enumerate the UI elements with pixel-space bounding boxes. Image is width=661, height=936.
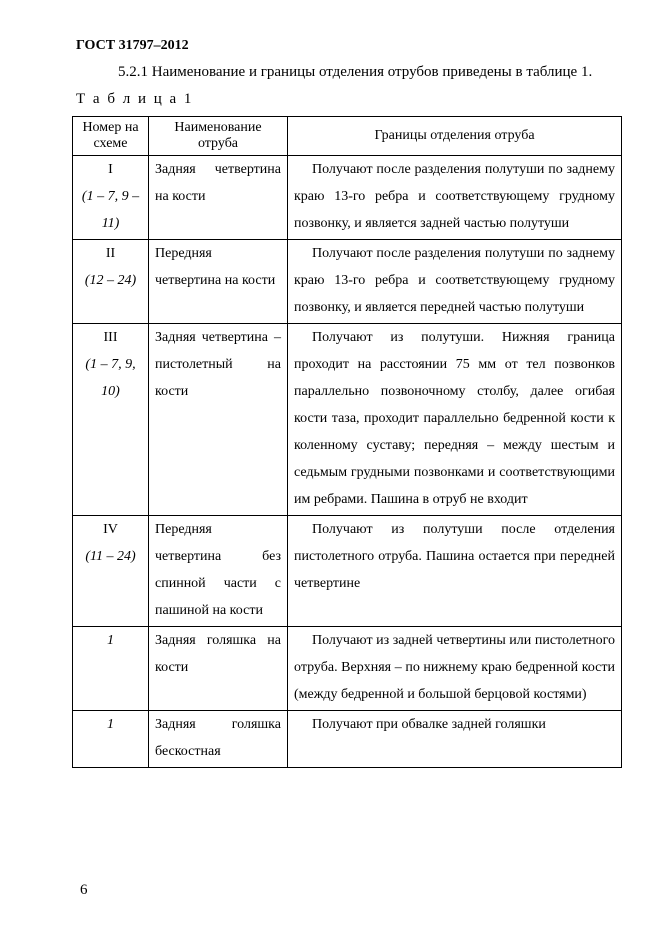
cut-number: 1: [107, 717, 114, 732]
column-header-boundaries: Границы отделения отруба: [288, 117, 622, 156]
cut-number: I: [108, 162, 113, 177]
column-header-name: Наименование отруба: [149, 117, 288, 156]
cut-name: Задняя голяшка бескостная: [149, 711, 288, 768]
cut-number-cell: [73, 627, 149, 711]
cut-boundaries-cell: [288, 627, 622, 711]
cut-boundaries: Получают из задней четвертины или пистолетного отруба. Верхняя – по нижнему краю бедренной кости (между бедренной и большой берцовой костями): [294, 633, 615, 702]
cut-number-cell: [73, 516, 149, 627]
cut-boundaries-cell: [288, 516, 622, 627]
scheme-range: (1 – 7, 9, 10): [85, 357, 136, 399]
cut-number: 1: [107, 633, 114, 648]
cut-boundaries: Получают из полутуши после отделения пистолетного отруба. Пашина остается при передней четвертине: [294, 522, 615, 591]
cut-boundaries: Получают из полутуши. Нижняя граница проходит на расстоянии 75 мм от тел позвонков параллельно позвоночному столбу, далее огибая кости таза, проходит параллельно бедренной кости к коленному суставу; передняя – между шестым и седьмым грудными позвонками и соответствующими им ребрами. Пашина в отруб не входит: [294, 330, 615, 507]
table-header-row: [73, 117, 622, 156]
cut-name: Задняя четвертина на кости: [149, 156, 288, 240]
table-row: [73, 711, 622, 768]
cut-boundaries-cell: [288, 711, 622, 768]
cut-number-cell: [73, 156, 149, 240]
cut-number-cell: [73, 240, 149, 324]
cut-number: II: [105, 246, 116, 261]
cut-name: Задняя голяшка на кости: [149, 627, 288, 711]
cut-boundaries: Получают после разделения полутуши по заднему краю 13-го ребра и соответствующему грудному позвонку, и является передней частью полутуши: [294, 246, 615, 315]
table-row: [73, 627, 622, 711]
cut-number: IV: [103, 522, 118, 537]
cut-name: Передняя четвертина без спинной части с пашиной на кости: [149, 516, 288, 627]
table-row: [73, 324, 622, 516]
cuts-table: [72, 116, 622, 768]
intro-paragraph: 5.2.1 Наименование и границы отделения отрубов приведены в таблице 1.: [118, 64, 593, 80]
table-row: [73, 516, 622, 627]
cut-boundaries-cell: [288, 324, 622, 516]
table-row: [73, 156, 622, 240]
scheme-range: (1 – 7, 9 – 11): [81, 189, 140, 231]
cut-number-cell: [73, 711, 149, 768]
scheme-range: (11 – 24): [85, 549, 136, 564]
page-number: 6: [80, 882, 88, 898]
cut-boundaries: Получают при обвалке задней голяшки: [312, 717, 546, 732]
column-header-number: Номер на схеме: [73, 117, 149, 156]
cut-boundaries-cell: [288, 240, 622, 324]
cut-boundaries: Получают после разделения полутуши по заднему краю 13-го ребра и соответствующему грудному позвонку, и является задней частью полутуши: [294, 162, 615, 231]
cut-number: III: [103, 330, 118, 345]
scheme-range: (12 – 24): [84, 273, 137, 288]
table-caption: Т а б л и ц а 1: [76, 91, 194, 107]
table-row: [73, 240, 622, 324]
document-header: ГОСТ 31797–2012: [76, 38, 189, 53]
cut-number-cell: [73, 324, 149, 516]
cut-name: Задняя четвертина – пистолетный на кости: [149, 324, 288, 516]
cut-boundaries-cell: [288, 156, 622, 240]
cut-name: Передняя четвертина на кости: [149, 240, 288, 324]
